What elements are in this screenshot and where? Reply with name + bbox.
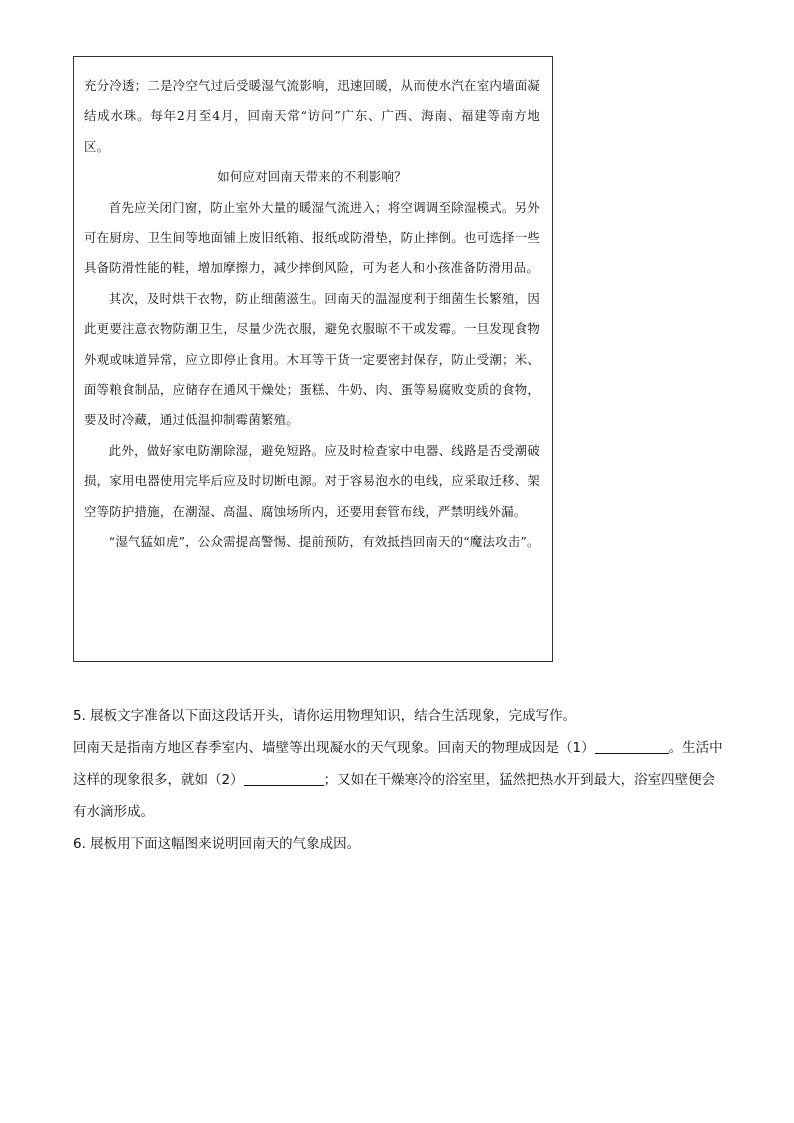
passage-paragraph-2: 首先应关闭门窗，防止室外大量的暖湿气流进入；将空调调至除湿模式。另外可在厨房、卫生间等地面铺上废旧纸箱、报纸或防滑垫，防止摔倒。也可选择一些具备防滑性能的鞋，增加摩擦力，减少摔倒风险，可为老人和小孩准备防滑用品。 (84, 199, 540, 276)
reading-passage-box (73, 56, 553, 662)
questions-section (73, 700, 723, 860)
question-6: 6. 展板用下面这幅图来说明回南天的气象成因。 (73, 836, 361, 852)
question-5-text-a: 回南天是指南方地区春季室内、墙壁等出现凝水的天气现象。回南天的物理成因是（1） (73, 740, 595, 756)
question-5-intro: 5. 展板文字准备以下面这段话开头，请你运用物理知识，结合生活现象，完成写作。 (73, 708, 577, 724)
question-5-text-c: ；又如在干燥寒冷的浴室里，猛然把热水开到最大，浴室四壁便会有水滴形成。 (73, 772, 716, 820)
question-5-body (73, 732, 723, 828)
passage-paragraph-1: 充分冷透；二是冷空气过后受暖湿气流影响，迅速回暖，从而使水汽在室内墙面凝结成水珠。每年2月至4月，回南天常“访问”广东、广西、海南、福建等南方地区。 (84, 78, 540, 154)
passage-paragraph-3: 其次，及时烘干衣物，防止细菌滋生。回南天的温湿度利于细菌生长繁殖，因此更要注意衣物防潮卫生，尽量少洗衣服，避免衣服晾不干或发霉。一旦发现食物外观或味道异常，应立即停止食用。木耳等干货一定要密封保存，防止受潮；米、面等粮食制品，应储存在通风干燥处；蛋糕、牛奶、肉、蛋等易腐败变质的食物，要及时冷藏，通过低温抑制霉菌繁殖。 (84, 290, 540, 428)
answer-blank-1[interactable] (595, 737, 669, 754)
answer-blank-2[interactable] (244, 769, 324, 786)
passage-paragraph-4: 此外，做好家电防潮除湿，避免短路。应及时检查家中电器、线路是否受潮破损，家用电器使用完毕后应及时切断电源。对于容易泡水的电线，应采取迁移、架空等防护措施，在潮湿、高温、腐蚀场所内，还要用套管布线，严禁明线外漏。 (84, 442, 540, 519)
question-5-text-b: 。生活中这样的现象很多，就如（2） (73, 740, 723, 788)
passage-heading: 如何应对回南天带来的不利影响？ (217, 169, 407, 185)
passage-paragraph-5: “湿气猛如虎”，公众需提高警惕、提前预防，有效抵挡回南天的“魔法攻击”。 (108, 534, 540, 550)
